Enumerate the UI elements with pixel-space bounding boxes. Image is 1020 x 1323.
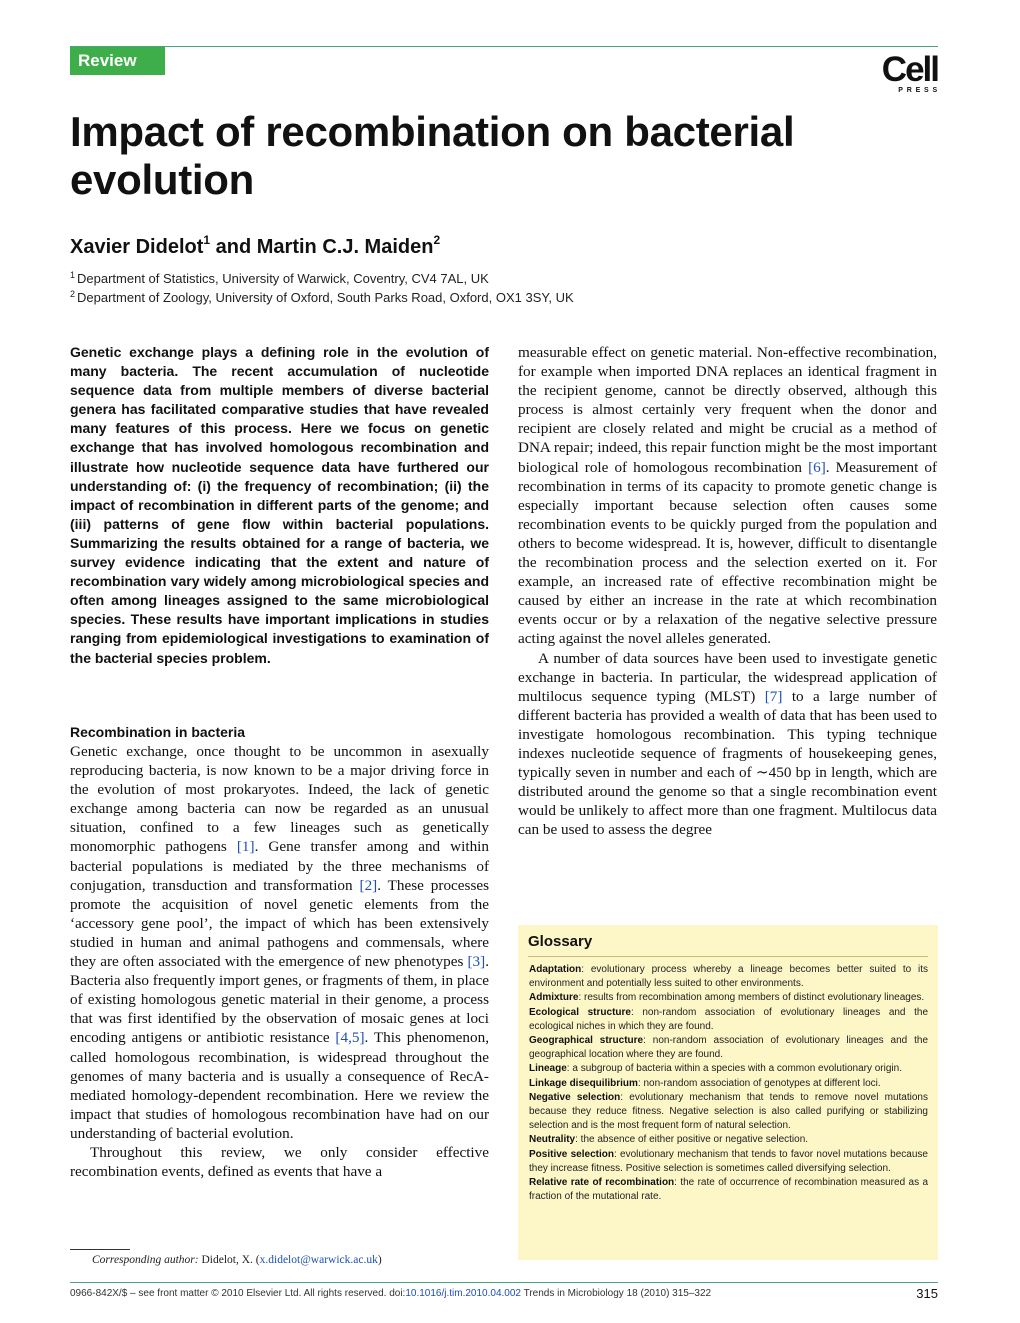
affiliation-marker: 1 [70, 270, 76, 280]
text-run: . Gene transfer among and within bacterial populations is mediated by the three mechanisms of conjugation, transduction and transformation [70, 838, 489, 894]
glossary-definition: : evolutionary mechanism that tends to favor novel mutations because they increase fitness. Positive selection is sometimes called diversifying selection. [529, 1148, 928, 1174]
text-run: . This phenomenon, called homologous recombination, is widespread throughout the genomes of many bacteria and is usually a consequence of RecA-mediated homology-dependent recombination. Here we review the impact that studies of homologous recombination have had on our understanding of bacterial evolution. [70, 1029, 489, 1142]
glossary-list [529, 963, 928, 1204]
footnote-close: ) [377, 1254, 382, 1266]
text-run: . These processes promote the acquisition of novel genetic elements from the ‘accessory gene pool’, the impact of which has been extensively studied in human and animal pathogens and commensals, where they are often associated with the emergence of new phenotypes [70, 876, 490, 971]
reference-link[interactable]: [7] [764, 687, 783, 705]
reference-link[interactable]: [3] [467, 953, 486, 971]
glossary-term: Adaptation [529, 964, 582, 975]
footer-issn: 0966-842X/$ – see front matter © 2010 Elsevier Ltd. All rights reserved. doi: [70, 1288, 406, 1299]
logo-wordmark: Cell [881, 50, 938, 89]
text-run: . Bacteria also frequently import genes, or fragments of them, in place of existing homologous genetic material in their genome, a process that was first identified by the observation of mosaic genes at loci encoding antigens or antibiotic resistance [70, 953, 489, 1047]
affiliation-text: Department of Zoology, University of Oxford, South Parks Road, Oxford, OX1 3SY, UK [77, 290, 574, 305]
reference-link[interactable]: [1] [236, 838, 255, 856]
body-paragraph [518, 649, 937, 840]
glossary-definition: : a subgroup of bacteria within a species with a common evolutionary origin. [566, 1063, 902, 1075]
glossary-term: Neutrality [529, 1134, 576, 1146]
glossary-title: Glossary [528, 933, 593, 950]
footnote-name: Didelot, X. ( [198, 1254, 260, 1266]
glossary-term: Lineage [529, 1063, 567, 1075]
reference-link[interactable]: [4,5] [335, 1029, 365, 1047]
reference-link[interactable]: [2] [359, 876, 378, 894]
glossary-entry [529, 1133, 928, 1147]
logo-subtitle: PRESS [898, 87, 941, 94]
glossary-term: Geographical structure [529, 1035, 644, 1047]
affiliation-marker: 2 [70, 289, 76, 299]
author-email-link[interactable]: x.didelot@warwick.ac.uk [259, 1254, 378, 1266]
footnote-rule [70, 1249, 130, 1250]
affiliation-text: Department of Statistics, University of Warwick, Coventry, CV4 7AL, UK [77, 271, 489, 286]
body-paragraph [518, 343, 937, 649]
glossary-entry [529, 991, 928, 1005]
author-affiliation-marker: 2 [433, 233, 441, 247]
glossary-entry [529, 1148, 928, 1176]
glossary-entry [529, 1176, 928, 1204]
author-list [70, 225, 440, 262]
glossary-entry [529, 1091, 928, 1134]
glossary-entry [529, 1077, 928, 1091]
glossary-definition: : non-random association of evolutionary lineages and the ecological niches in which they are found. [529, 1006, 928, 1032]
glossary-divider [528, 956, 928, 957]
glossary-term: Negative selection [529, 1091, 621, 1103]
author-joiner: and [215, 236, 252, 258]
corresponding-author-note [92, 1252, 382, 1268]
abstract: Genetic exchange plays a defining role in the evolution of many bacteria. The recent accumulation of nucleotide sequence data from multiple members of diverse bacterial genera has facilitated comparative studies that have revealed many features of this process. Here we focus on genetic exchange that has involved homologous recombination and illustrate how nucleotide sequence data have furthered our understanding of: (i) the frequency of recombination; (ii) the impact of recombination in different parts of the genome; and (iii) patterns of gene flow within bacterial populations. Summarizing the results obtained for a range of bacteria, we survey evidence indicating that the extent and nature of recombination vary widely among microbiological species and often among lineages assigned to the same microbiological species. These results have important implications in studies ranging from epidemiological investigations to examination of the bacterial species problem. [70, 344, 489, 666]
glossary-definition: : non-random association of genotypes at different loci. [637, 1077, 881, 1089]
footer-journal: Trends in Microbiology 18 (2010) 315–322 [520, 1288, 712, 1299]
glossary-term: Positive selection [529, 1148, 614, 1160]
footer-rule [70, 1282, 938, 1283]
cell-press-logo [868, 50, 941, 96]
glossary-definition: : the rate of occurrence of recombination measured as a fraction of the mutational rate. [529, 1177, 929, 1203]
footnote-label: Corresponding author: [92, 1254, 199, 1266]
glossary-entry [529, 963, 928, 991]
glossary-entry [529, 1034, 928, 1062]
doi-link[interactable]: 10.1016/j.tim.2010.04.002 [405, 1288, 521, 1299]
glossary-definition: : results from recombination among members of distinct evolutionary lineages. [578, 992, 925, 1004]
reference-link[interactable]: [6] [808, 458, 826, 476]
text-run: to a large number of different bacteria has provided a wealth of data that has been used to investigate homologous recombination. This typing technique indexes nucleotide sequence of fragments of housekeeping genes, typically seven in number and each of ∼450 bp in length, which are distributed around the genome so that a single recombination event would be unlikely to affect more than one fragment. Multilocus data can be used to assess the degree [518, 687, 937, 839]
body-paragraph [70, 1143, 489, 1181]
glossary-term: Linkage disequilibrium [529, 1077, 638, 1089]
author-affiliation-marker: 1 [203, 233, 211, 247]
text-run: . Measurement of recombination in terms of its capacity to promote genetic change is especially important because selection often causes some recombination events to be quickly purged from the population and others to become widespread. It is, however, difficult to disentangle the recombination process and the selection exerted on it. For example, an increased rate of effective recombination might be caused by either an increase in the rate at which recombination events occur or by a relaxation of the negative selective pressure acting against the novel alleles generated. [518, 458, 937, 648]
glossary-term: Ecological structure [529, 1006, 631, 1018]
text-run: Throughout this review, we only consider effective recombination events, defined as events that have a [70, 1143, 489, 1181]
article-title: Impact of recombination on bacterial evolution [70, 108, 795, 203]
glossary-term: Admixture [529, 992, 579, 1004]
author-name: Martin C.J. Maiden [256, 236, 434, 258]
glossary-definition: : the absence of either positive or negative selection. [575, 1134, 809, 1146]
text-run: A number of data sources have been used to investigate genetic exchange in bacteria. In particular, the widespread application of multilocus sequence typing (MLST) [518, 649, 937, 705]
header-rule [70, 46, 938, 47]
glossary-box [518, 925, 938, 1260]
glossary-definition: : non-random association of evolutionary lineages and the geographical location where they are found. [529, 1035, 929, 1061]
body-paragraph [70, 742, 489, 1143]
affiliation [70, 285, 574, 307]
glossary-definition: : evolutionary mechanism that tends to remove novel mutations because they reduce fitness. Negative selection is also called purifying or stabilizing selection and is the most frequent form of natural selection. [529, 1091, 928, 1132]
footer-citation [70, 1288, 711, 1299]
glossary-term: Relative rate of recombination [529, 1177, 675, 1189]
text-run: measurable effect on genetic material. Non-effective recombination, for example when imported DNA replaces an identical fragment in the recipient genome, cannot be directly observed, although this process is almost certainly very frequent when the donor and recipient are closely related and might be crucial as a method of DNA repair; indeed, this repair function might be the most important biological role of homologous recombination [518, 344, 937, 476]
glossary-entry [529, 1006, 928, 1034]
glossary-entry [529, 1062, 928, 1076]
left-column-body [70, 742, 489, 1181]
article-type-badge: Review [70, 47, 165, 75]
author-name: Xavier Didelot [70, 236, 204, 258]
text-run: Genetic exchange, once thought to be uncommon in asexually reproducing bacteria, is now known to be a major driving force in the evolution of most prokaryotes. Indeed, the lack of genetic exchange among bacteria can now be regarded as an unusual situation, confined to a few lineages such as genetically monomorphic pathogens [70, 743, 489, 856]
right-column-body [518, 343, 937, 839]
page-number: 315 [916, 1286, 938, 1301]
section-heading: Recombination in bacteria [70, 724, 246, 740]
glossary-definition: : evolutionary process whereby a lineage becomes better suited to its environment and potentially less suited to other environments. [529, 964, 928, 990]
